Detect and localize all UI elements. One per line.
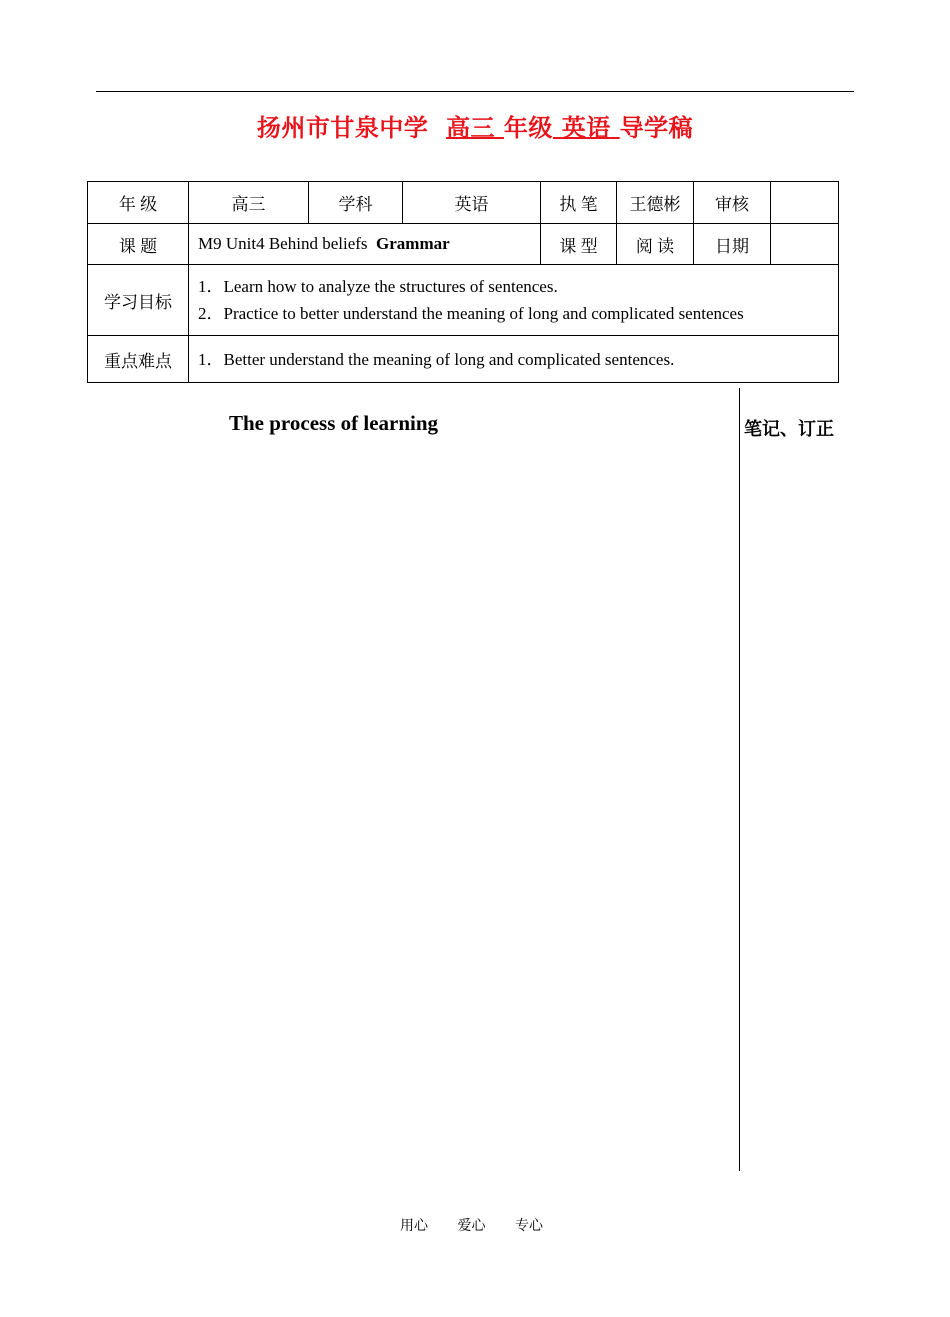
- grade-value: 高三: [189, 182, 309, 224]
- notes-divider: [739, 388, 740, 1171]
- table-row: [88, 265, 839, 336]
- table-row: [88, 182, 839, 224]
- lesson-info-table: [87, 181, 839, 383]
- date-label: 日期: [694, 224, 771, 265]
- author-label: 执 笔: [541, 182, 617, 224]
- footer: [400, 1215, 569, 1235]
- author-value: 王德彬: [617, 182, 694, 224]
- notes-heading: 笔记、订正: [744, 419, 834, 440]
- footer-item: 用心: [400, 1219, 428, 1234]
- goal-item: 2．Practice to better understand the meaning of long and complicated sentences: [198, 304, 744, 323]
- type-label: 课 型: [541, 224, 617, 265]
- key-point-list: [189, 336, 839, 383]
- review-value: [771, 182, 839, 224]
- goal-item: 1．Learn how to analyze the structures of sentences.: [198, 277, 558, 296]
- review-label: 审核: [694, 182, 771, 224]
- goal-list: [189, 265, 839, 336]
- topic-value: M9 Unit4 Behind beliefs Grammar: [189, 224, 541, 265]
- table-row: [88, 336, 839, 383]
- title-grade: 高三: [446, 114, 496, 142]
- table-row: [88, 224, 839, 265]
- subject-value: 英语: [403, 182, 541, 224]
- topic-bold: Grammar: [376, 234, 450, 253]
- title-grade-suffix: 年级: [503, 114, 553, 142]
- key-label: 重点难点: [88, 336, 189, 383]
- page-title: [0, 108, 950, 143]
- title-doc-type: 导学稿: [619, 114, 694, 142]
- goal-label: 学习目标: [88, 265, 189, 336]
- header-rule: [96, 91, 854, 92]
- title-subject: 英语: [561, 114, 611, 142]
- subject-label: 学科: [309, 182, 403, 224]
- type-value: 阅 读: [617, 224, 694, 265]
- grade-label: 年 级: [88, 182, 189, 224]
- key-point-item: 1．Better understand the meaning of long and complicated sentences.: [198, 349, 675, 369]
- footer-item: 专心: [515, 1219, 543, 1234]
- date-value: [771, 224, 839, 265]
- topic-label: 课 题: [88, 224, 189, 265]
- process-heading: The process of learning: [229, 411, 439, 435]
- footer-item: 爱心: [457, 1219, 486, 1234]
- title-school: 扬州市甘泉中学: [256, 114, 429, 142]
